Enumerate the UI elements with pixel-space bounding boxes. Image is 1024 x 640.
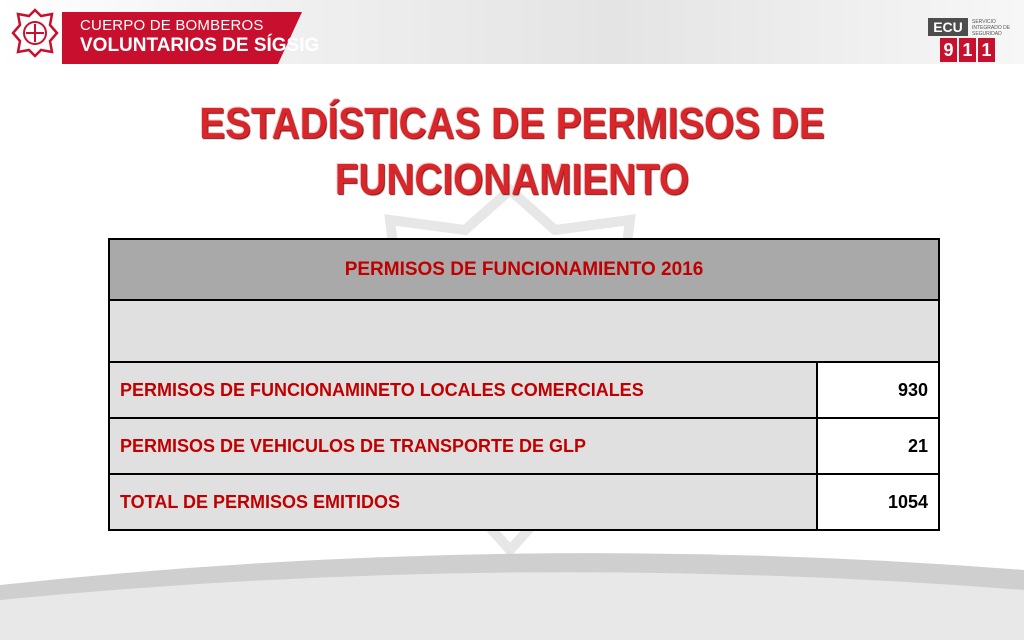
ecu-subtitle: SERVICIO INTEGRADO DE SEGURIDAD [972,19,1011,37]
page-title: ESTADÍSTICAS DE PERMISOS DE FUNCIONAMIENTO [199,99,825,204]
table-header: PERMISOS DE FUNCIONAMIENTO 2016 [109,239,939,300]
row-label: PERMISOS DE FUNCIONAMINETO LOCALES COMERCIALES [109,362,817,418]
brand-line2: VOLUNTARIOS DE SÍGSIG [80,35,320,56]
row-value: 21 [817,418,939,474]
table-row [109,362,939,418]
row-value: 930 [817,362,939,418]
ecu-digit-3: 1 [978,38,995,62]
table-row [109,474,939,530]
ecu-digit-1: 9 [940,38,957,62]
ecu911-logo [928,18,1018,62]
table-blank-row [109,300,939,362]
footer-swoosh [0,540,1024,640]
table-blank-cell [109,300,939,362]
firefighter-shield-icon [10,8,60,58]
table-header-row [109,239,939,300]
permits-table [108,238,940,531]
ecu-label: ECU [928,18,968,36]
row-value: 1054 [817,474,939,530]
ecu-digit-2: 1 [959,38,976,62]
row-label: TOTAL DE PERMISOS EMITIDOS [109,474,817,530]
row-label: PERMISOS DE VEHICULOS DE TRANSPORTE DE GLP [109,418,817,474]
table-row [109,418,939,474]
brand-line1: CUERPO DE BOMBEROS [80,17,264,34]
